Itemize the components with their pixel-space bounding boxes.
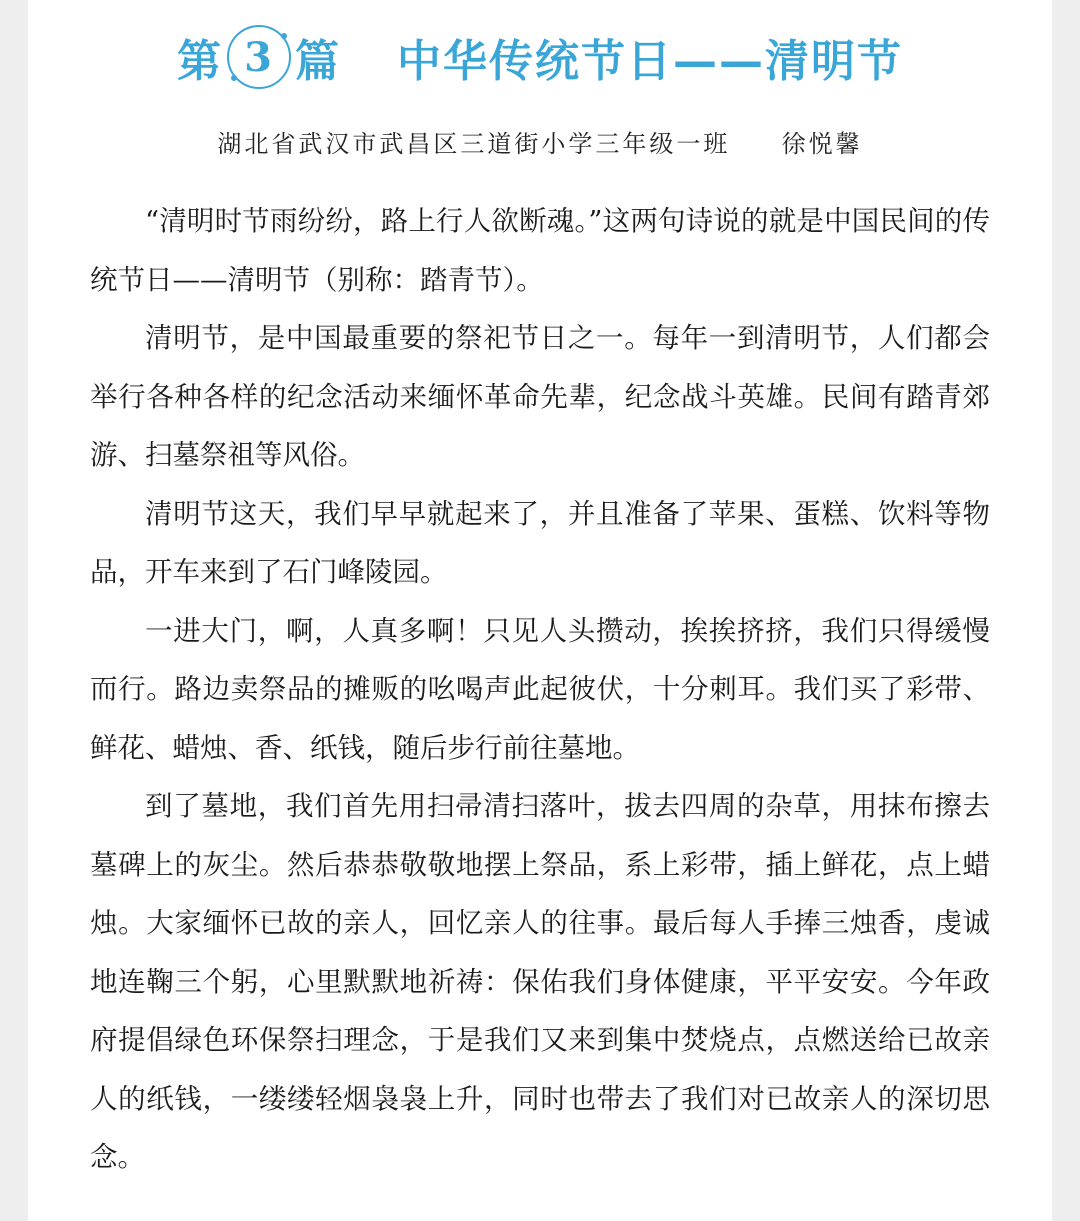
paragraph: 一进大门，啊，人真多啊！只见人头攒动，挨挨挤挤，我们只得缓慢而行。路边卖祭品的摊贩的吆喝声此起彼伏，十分刺耳。我们买了彩带、鲜花、蜡烛、香、纸钱，随后步行前往墓地。 xyxy=(90,614,990,764)
title-prefix: 第 xyxy=(177,36,223,87)
paragraph: “清明时节雨纷纷，路上行人欲断魂。”这两句诗说的就是中国民间的传统节日——清明节（别称：踏青节）。 xyxy=(90,205,990,296)
title-main: 中华传统节日——清明节 xyxy=(397,36,903,87)
title-suffix: 篇 xyxy=(295,36,341,87)
paragraph: 到了墓地，我们首先用扫帚清扫落叶，拔去四周的杂草，用抹布擦去墓碑上的灰尘。然后恭恭敬敬地摆上祭品，系上彩带，插上鲜花，点上蜡烛。大家缅怀已故的亲人，回忆亲人的往事。最后每人手捧三烛香，虔诚地连鞠三个躬，心里默默地祈祷：保佑我们身体健康，平平安安。今年政府提倡绿色环保祭扫理念，于是我们又来到集中焚烧点，点燃送给已故亲人的纸钱，一缕缕轻烟袅袅上升，同时也带去了我们对已故亲人的深切思念。 xyxy=(90,790,990,1173)
paragraph: 清明节，是中国最重要的祭祀节日之一。每年一到清明节，人们都会举行各种各样的纪念活动来缅怀革命先辈，纪念战斗英雄。民间有踏青郊游、扫墓祭祖等风俗。 xyxy=(90,322,990,471)
paragraph: 清明节这天，我们早早就起来了，并且准备了苹果、蛋糕、饮料等物品，开车来到了石门峰陵园。 xyxy=(90,497,990,588)
author-line xyxy=(28,124,1052,159)
article-body xyxy=(90,192,990,1187)
title-number-badge: 3 xyxy=(227,25,291,89)
document-page xyxy=(28,0,1052,1221)
author-school: 湖北省武汉市武昌区三道街小学三年级一班 xyxy=(217,130,731,158)
author-name: 徐悦馨 xyxy=(781,130,863,158)
article-title xyxy=(28,22,1052,92)
